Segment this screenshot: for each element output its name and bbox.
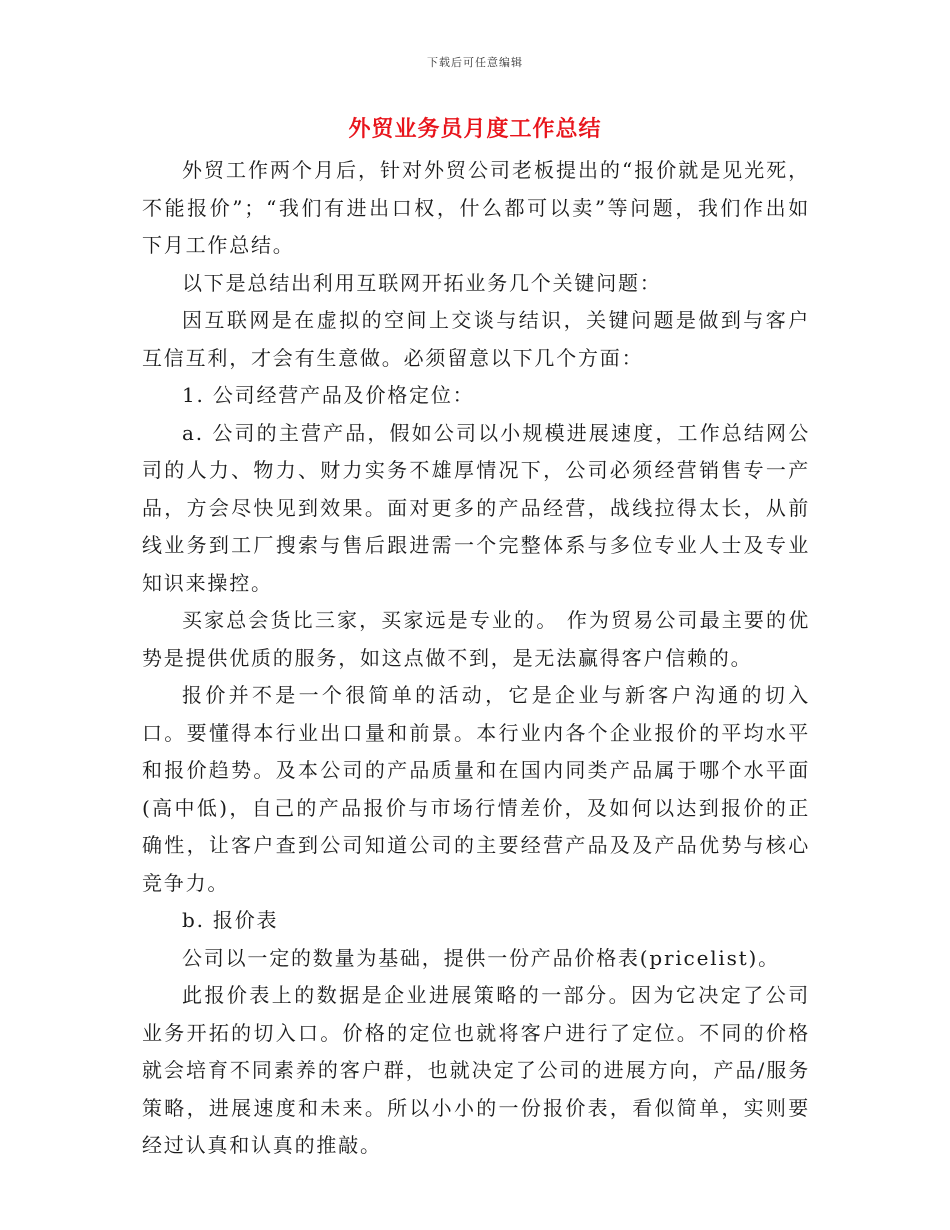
paragraph-pricelist: 公司以一定的数量为基础，提供一份产品价格表(pricelist)。 [182, 945, 780, 970]
document-body [142, 152, 810, 1165]
paragraph-main-products: a. 公司的主营产品，假如公司以小规模进展速度，工作总结网公司的人力、物力、财力实务不雄厚情况下，公司必须经营销售专一产品，方会尽快见到效果。面对更多的产品经营，战线拉得太长，从前线业务到工厂搜索与售后跟进需一个完整体系与多位专业人士及专业知识来操控。 [142, 420, 810, 595]
paragraph-trust: 因互联网是在虚拟的空间上交谈与结识，关键问题是做到与客户互信互利，才会有生意做。必须留意以下几个方面： [142, 308, 810, 370]
paragraph-key-issues: 以下是总结出利用互联网开拓业务几个关键问题： [182, 270, 662, 295]
paragraph-section-b: b. 报价表 [182, 908, 279, 932]
paragraph-buyers: 买家总会货比三家，买家远是专业的。 作为贸易公司最主要的优势是提供优质的服务，如这点做不到，是无法赢得客户信赖的。 [142, 608, 810, 670]
document-title: 外贸业务员月度工作总结 [348, 116, 602, 142]
header-note: 下载后可任意编辑 [427, 56, 523, 69]
paragraph-intro: 外贸工作两个月后，针对外贸公司老板提出的“报价就是见光死，不能报价”；“我们有进出口权，什么都可以卖”等问题，我们作出如下月工作总结。 [142, 158, 810, 257]
paragraph-strategy: 此报价表上的数据是企业进展策略的一部分。因为它决定了公司业务开拓的切入口。价格的定位也就将客户进行了定位。不同的价格就会培育不同素养的客户群，也就决定了公司的进展方向，产品/服务策略，进展速度和未来。所以小小的一份报价表，看似简单，实则要经过认真和认真的推敲。 [142, 983, 810, 1157]
paragraph-quotation: 报价并不是一个很简单的活动，它是企业与新客户沟通的切入口。要懂得本行业出口量和前景。本行业内各个企业报价的平均水平和报价趋势。及本公司的产品质量和在国内同类产品属于哪个水平面(高中低)，自己的产品报价与市场行情差价，及如何以达到报价的正确性，让客户查到公司知道公司的主要经营产品及及产品优势与核心竞争力。 [142, 683, 810, 895]
paragraph-section-1: 1. 公司经营产品及价格定位： [182, 383, 475, 407]
